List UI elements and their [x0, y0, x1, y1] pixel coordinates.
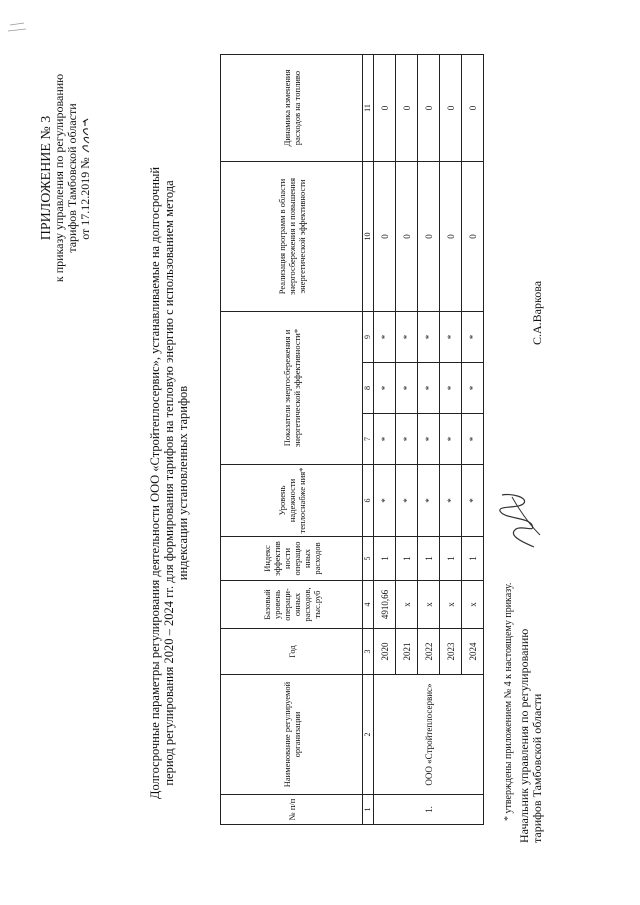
header-efficiency-index: Индекс эффектив ности операцио нных расходов	[221, 537, 363, 581]
col-number: 10	[363, 162, 374, 312]
cell-reliability: *	[374, 465, 396, 537]
header-num: № п/п	[221, 795, 363, 825]
cell-programs: 0	[396, 162, 418, 312]
cell-energy-9: *	[374, 312, 396, 363]
cell-fuel: 0	[396, 55, 418, 162]
table-row	[374, 55, 396, 825]
scan-artifact-mark	[6, 15, 28, 35]
appendix-line-2: тарифов Тамбовской области	[65, 103, 79, 253]
cell-index: 1	[396, 537, 418, 581]
col-number: 3	[363, 629, 374, 675]
cell-index: 1	[374, 537, 396, 581]
appendix-date-line	[79, 18, 93, 338]
cell-energy-9: *	[440, 312, 462, 363]
document-title-line-1: Долгосрочные параметры регулирования деятельности ООО «Стройтеплосервис», устанавливаемые на долгосрочный	[148, 166, 162, 800]
cell-year: 2024	[462, 629, 484, 675]
col-number: 9	[363, 312, 374, 363]
appendix-date-text: от 17.12.2019 №	[78, 157, 92, 240]
cell-fuel: 0	[374, 55, 396, 162]
appendix-line-1: к приказу управления по регулированию	[52, 73, 66, 283]
signer-position-line-2: тарифов Тамбовской области	[530, 693, 544, 843]
cell-index: 1	[440, 537, 462, 581]
cell-energy-8: *	[374, 363, 396, 414]
cell-fuel: 0	[418, 55, 440, 162]
cell-energy-9: *	[418, 312, 440, 363]
signer-position	[518, 583, 544, 843]
header-org: Наименование регулируемой организации	[221, 675, 363, 795]
cell-index: 1	[418, 537, 440, 581]
signer-name: С.А.Варкова	[530, 280, 544, 345]
col-number: 6	[363, 465, 374, 537]
header-fuel-dynamics: Динамика изменения расходов на топливо	[221, 55, 363, 162]
cell-energy-7: *	[396, 414, 418, 465]
header-year: Год	[221, 629, 363, 675]
row-number: 1.	[374, 795, 484, 825]
cell-energy-9: *	[462, 312, 484, 363]
col-number: 11	[363, 55, 374, 162]
cell-fuel: 0	[462, 55, 484, 162]
col-number: 7	[363, 414, 374, 465]
cell-energy-8: *	[462, 363, 484, 414]
signer-position-line-1: Начальник управления по регулированию	[517, 628, 531, 843]
cell-base: 4910,66	[374, 581, 396, 629]
cell-reliability: *	[396, 465, 418, 537]
cell-programs: 0	[374, 162, 396, 312]
cell-reliability: *	[440, 465, 462, 537]
col-number: 2	[363, 675, 374, 795]
cell-energy-7: *	[462, 414, 484, 465]
handwritten-signature	[490, 485, 546, 555]
cell-energy-7: *	[440, 414, 462, 465]
cell-reliability: *	[462, 465, 484, 537]
header-programs: Реализация программ в области энергосбережения и повышения энергетической эффективности	[221, 162, 363, 312]
document-title	[148, 133, 190, 833]
cell-programs: 0	[418, 162, 440, 312]
cell-base: х	[396, 581, 418, 629]
col-number: 4	[363, 581, 374, 629]
header-reliability: Уровень надежности теплоснабже ния*	[221, 465, 363, 537]
cell-energy-7: *	[374, 414, 396, 465]
document-title-line-2: период регулирования 2020 – 2024 гг. для формирования тарифов на тепловую энергию с использованием метода	[162, 180, 176, 786]
cell-fuel: 0	[440, 55, 462, 162]
header-base-level: Базовый уровень операци-онных расходов, тыс.руб	[221, 581, 363, 629]
cell-programs: 0	[440, 162, 462, 312]
header-energy-indicators: Показатели энергосбережения и энергетической эффективности*	[221, 312, 363, 465]
cell-energy-8: *	[440, 363, 462, 414]
cell-year: 2023	[440, 629, 462, 675]
cell-energy-8: *	[396, 363, 418, 414]
col-number: 8	[363, 363, 374, 414]
cell-year: 2021	[396, 629, 418, 675]
cell-base: х	[418, 581, 440, 629]
col-number: 1	[363, 795, 374, 825]
cell-energy-9: *	[396, 312, 418, 363]
appendix-title: ПРИЛОЖЕНИЕ № 3	[39, 115, 54, 241]
cell-year: 2020	[374, 629, 396, 675]
org-name: ООО «Стройтеплосервис»	[374, 675, 484, 795]
col-number: 5	[363, 537, 374, 581]
appendix-header	[40, 18, 93, 338]
handwritten-number-mark	[79, 116, 93, 154]
cell-energy-8: *	[418, 363, 440, 414]
cell-programs: 0	[462, 162, 484, 312]
cell-reliability: *	[418, 465, 440, 537]
cell-index: 1	[462, 537, 484, 581]
footnote: * утверждены приложением № 4 к настоящему приказу.	[503, 582, 514, 821]
parameters-table	[220, 54, 484, 825]
cell-year: 2022	[418, 629, 440, 675]
cell-energy-7: *	[418, 414, 440, 465]
cell-base: х	[462, 581, 484, 629]
document-title-line-3: индексации установленных тарифов	[176, 385, 190, 581]
cell-base: х	[440, 581, 462, 629]
